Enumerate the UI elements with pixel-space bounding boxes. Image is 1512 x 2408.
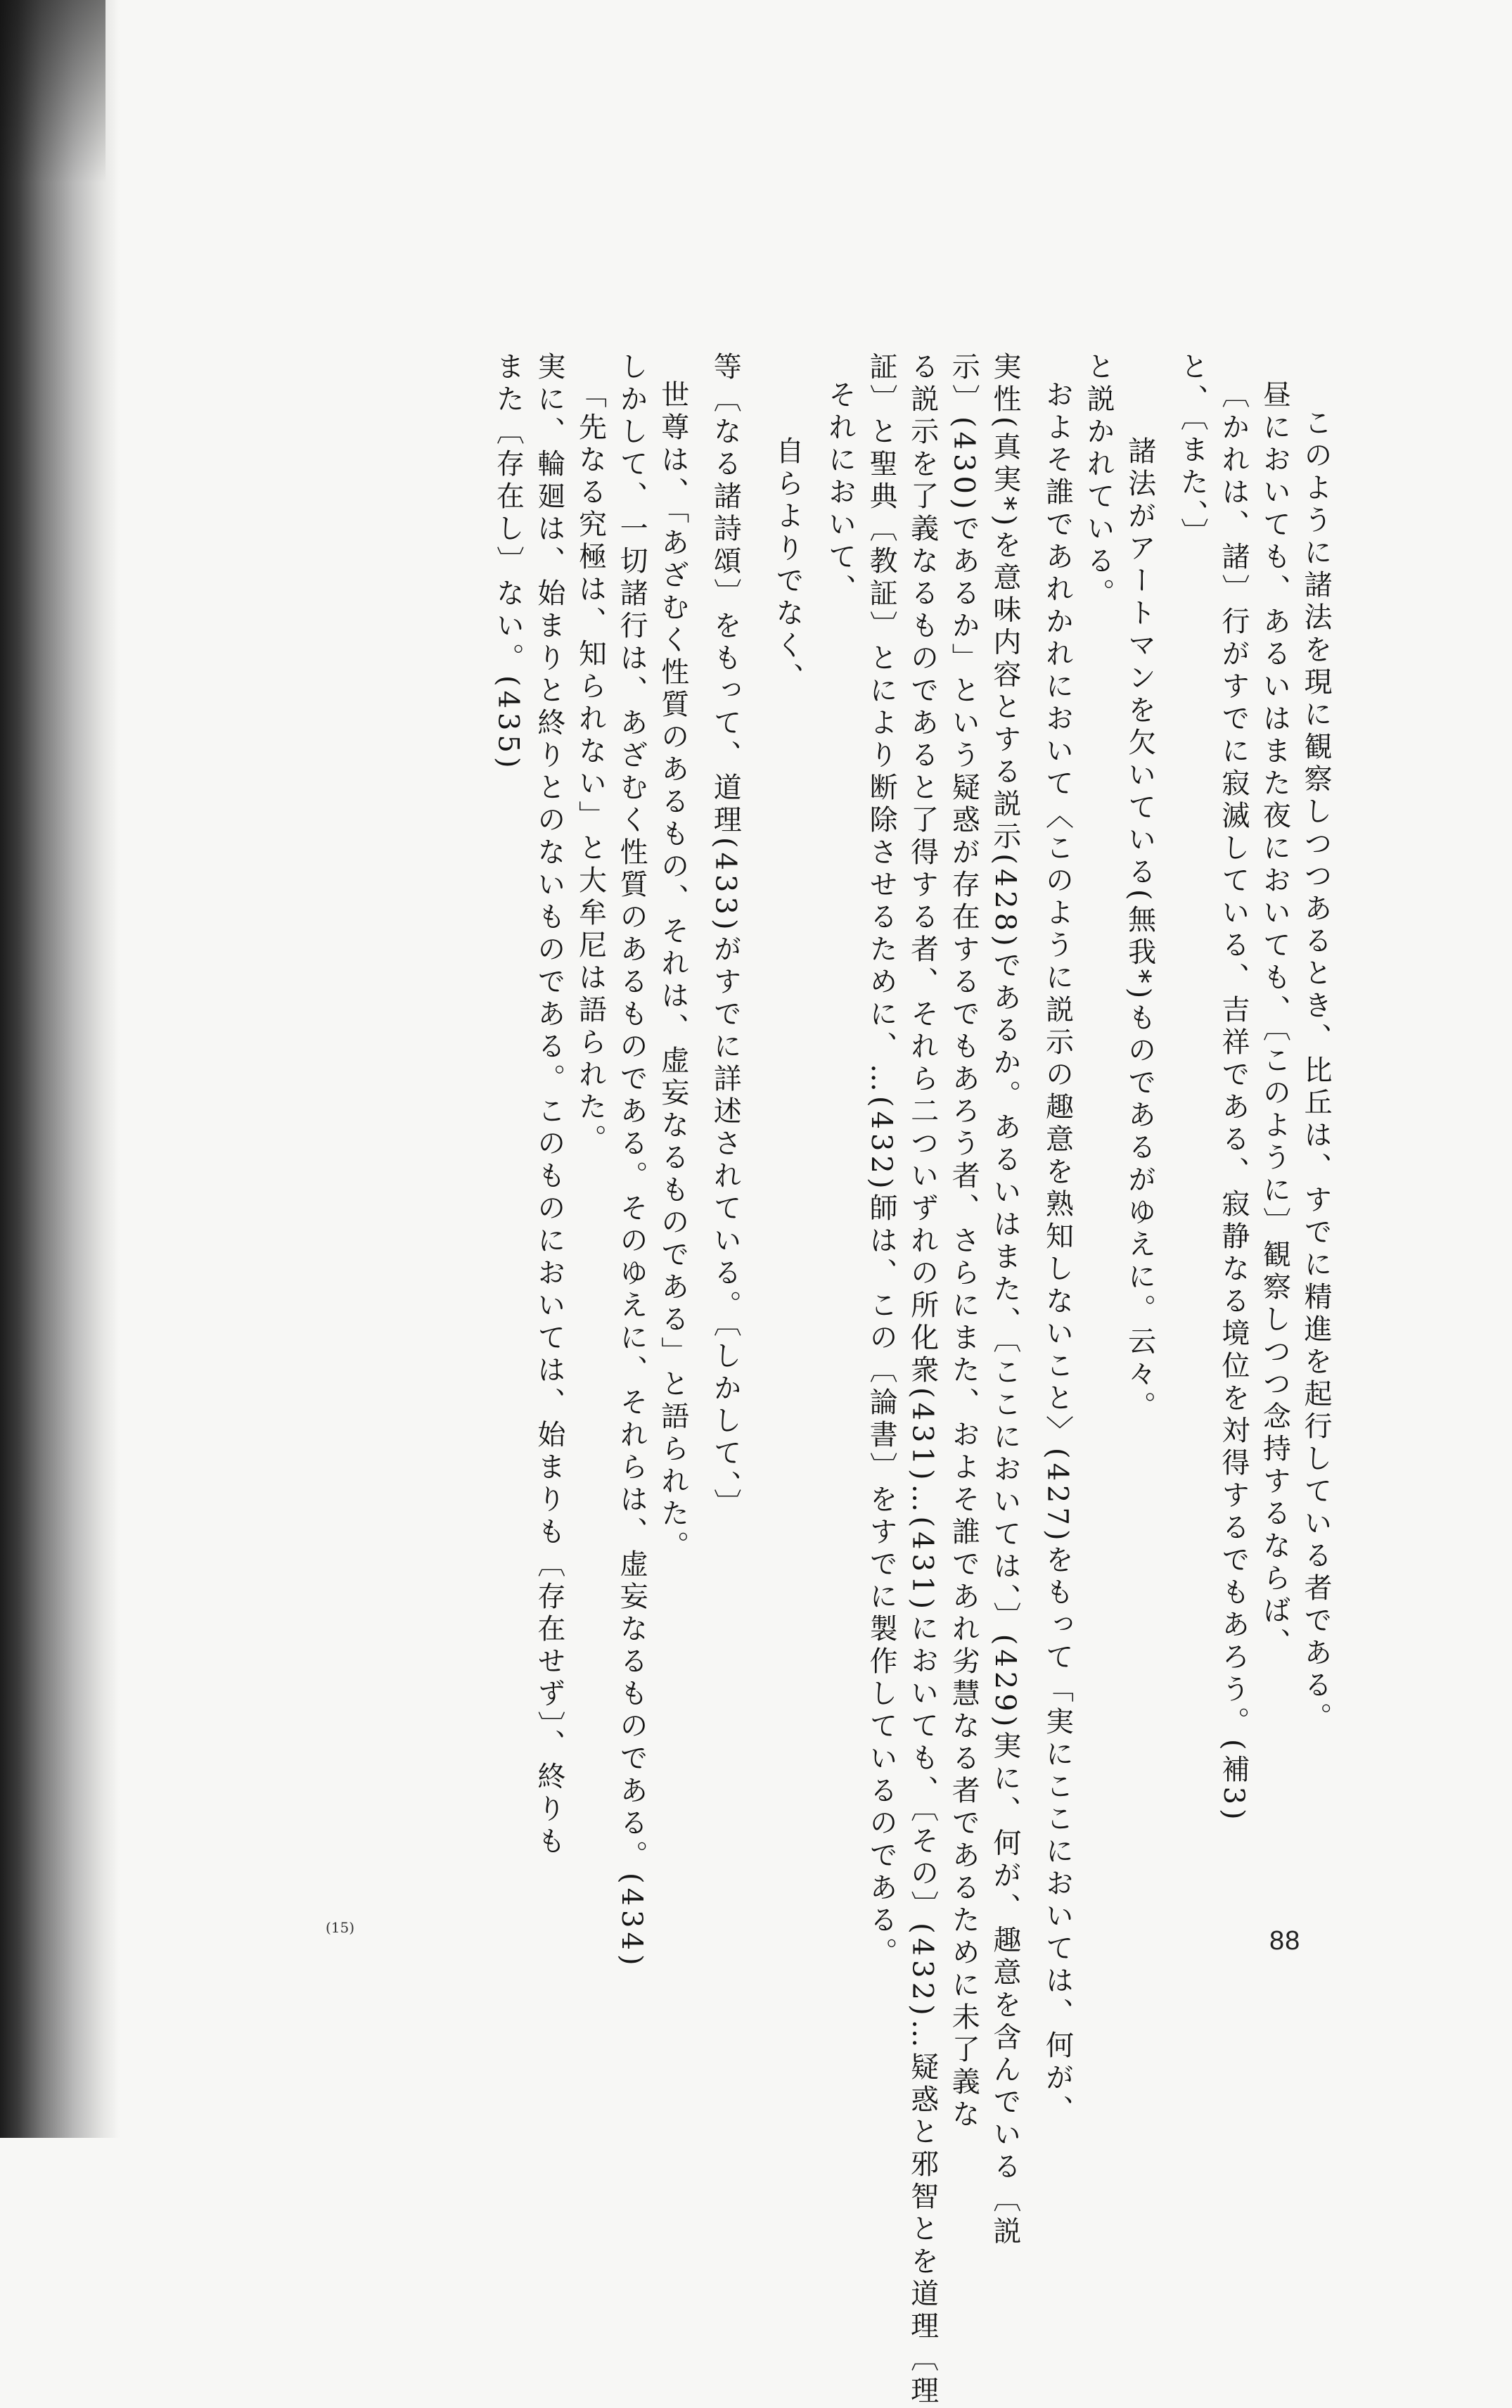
text-line-19: また〔存在し〕ない。(435) bbox=[492, 352, 525, 772]
page-number: 88 bbox=[1269, 1926, 1301, 1956]
text-line-9: 示〕(430)であるか」という疑惑が存在するでもあろう者、さらにまた、およそ誰であれ劣慧なる者であるために未了義な bbox=[947, 352, 980, 2132]
text-line-6: と説かれている。 bbox=[1082, 352, 1115, 611]
scan-corner-shadow bbox=[0, 0, 105, 183]
text-line-5: 諸法がアートマンを欠いている(無我*)ものであるがゆえに。云々。 bbox=[1123, 436, 1156, 1424]
text-line-15: 世尊は、「あざむく性質のあるもの、それは、虚妄なるものである」と語られた。 bbox=[656, 380, 689, 1563]
text-line-3: 〔かれは、諸〕行がすでに寂滅している、吉祥である、寂静なる境位を対得するでもあろう。(補3) bbox=[1217, 380, 1250, 1824]
text-line-17: 「先なる究極は、知られない」と大牟尼は語られた。 bbox=[574, 380, 607, 1157]
text-line-4: と、〔また、〕 bbox=[1176, 352, 1209, 550]
text-line-12: それにおいて、 bbox=[824, 380, 857, 606]
text-line-1: このように諸法を現に観察しつつあるとき、比丘は、すでに精進を起行している者である。 bbox=[1300, 408, 1332, 1735]
footer-mark: (15) bbox=[326, 1919, 355, 1936]
scan-gutter-shadow bbox=[0, 0, 120, 2138]
text-line-16: しかして、一切諸行は、あざむく性質のあるものである。そのゆえに、それらは、虚妄なるものである。(434) bbox=[615, 352, 648, 1970]
text-line-14: 等〔なる諸詩頌〕をもって、道理(433)がすでに詳述されている。〔しかして、〕 bbox=[709, 352, 742, 1521]
text-line-7: およそ誰であれかれにおいて〈このように説示の趣意を熟知しないこと〉(427)をもって「実にここにおいては、何が、 bbox=[1041, 380, 1074, 2127]
text-line-11: 証〕と聖典〔教証〕とにより断除させるために、…(432)師は、この〔論書〕をすでに製作しているのである。 bbox=[865, 352, 898, 1970]
text-line-10: る説示を了義なるものであると了得する者、それら二ついずれの所化衆(431)…(431)においても、〔その〕(432)…疑惑と邪智とを道理〔理 bbox=[906, 352, 939, 2408]
text-line-13: 自らよりでなく、 bbox=[771, 436, 804, 695]
text-line-8: 実性(真実*)を意味内容とする説示(428)であるか。あるいはまた、〔ここにおいては、〕(429)実に、何が、趣意を含んでいる〔説 bbox=[988, 352, 1021, 2249]
text-line-18: 実に、輪廻は、始まりと終りとのないものである。このものにおいては、始まりも〔存在せず〕、終りも bbox=[532, 352, 565, 1859]
text-line-2: 昼においても、あるいはまた夜においても、〔このように〕観察しつつ念持するならば、 bbox=[1258, 380, 1291, 1660]
